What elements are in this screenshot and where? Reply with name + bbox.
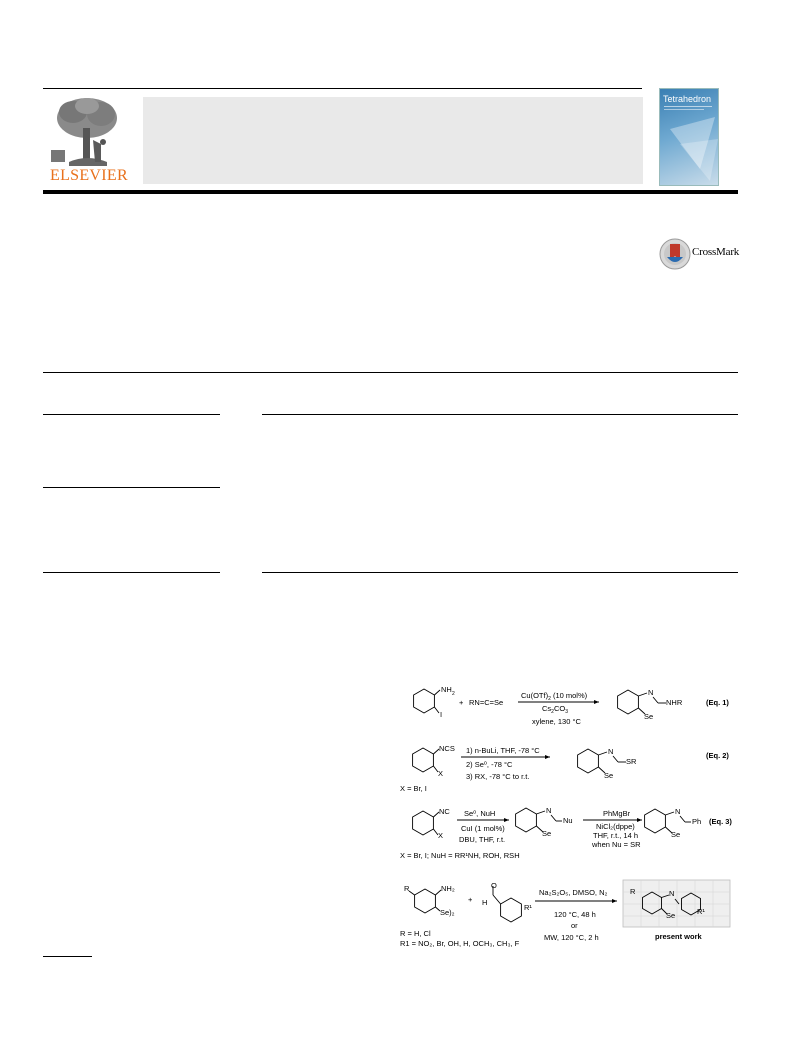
eq1-reagent: RN=C=Se	[469, 698, 504, 707]
eq4-aldehyde-structure	[493, 886, 521, 922]
eq4-plus: +	[468, 895, 473, 904]
eq3-cond-a1: Se⁰, NuH	[464, 809, 496, 818]
eq3-cond-b4: when Nu = SR	[592, 840, 641, 849]
eq3-product-se: Se	[671, 830, 681, 839]
eq1-reactant-i: I	[440, 710, 443, 719]
eq3-reactant-x: X	[438, 831, 444, 840]
eq4-product-n: N	[669, 889, 675, 898]
eq1-product-n: N	[648, 688, 654, 697]
eq2-cond-1: 1) n-BuLi, THF, -78 °C	[466, 746, 540, 755]
eq2-cond-2: 2) Se⁰, -78 °C	[466, 760, 513, 769]
eq1-product-structure	[618, 690, 666, 714]
eq2-product-n: N	[608, 747, 614, 756]
eq1-cond-bottom: xylene, 130 °C	[532, 717, 581, 726]
eq3-product-ph: Ph	[692, 817, 702, 826]
eq1-cond-top: $Cu(OTf)_2$ (10 mol%)	[521, 691, 588, 702]
journal-cover-title: Tetrahedron	[663, 94, 712, 104]
eq3-cond-b2: NiCl₂(dppe)	[596, 822, 635, 831]
eq4-cond-2: 120 °C, 48 h	[554, 910, 596, 919]
crossmark-button[interactable]	[659, 237, 739, 271]
eq3-product-n: N	[675, 807, 681, 816]
article-info-left-rule-2	[43, 572, 220, 573]
eq4-reactant-r: R	[404, 884, 410, 893]
eq4-product-r1: R¹	[697, 907, 705, 916]
eq3-reactant-nc: NC	[439, 807, 450, 816]
eq4-reaction	[400, 880, 730, 948]
article-info-left-rule-1	[43, 414, 220, 415]
article-info-top-rule	[43, 372, 738, 373]
eq1-reactant-nh: NH	[441, 685, 452, 694]
eq4-reactant-se: Se)₂	[440, 908, 455, 917]
eq3-cond-a3: DBU, THF, r.t.	[459, 835, 506, 844]
eq2-product-sr: SR	[626, 757, 637, 766]
eq2-reactant-x: X	[438, 769, 444, 778]
eq2-reactant-structure	[413, 748, 439, 772]
eq3-int-n: N	[546, 806, 552, 815]
crossmark-label: CrossMark	[692, 246, 740, 258]
eq3-cond-a2: CuI (1 mol%)	[461, 824, 505, 833]
eq2-label: (Eq. 2)	[706, 751, 729, 760]
eq3-cond-b1: PhMgBr	[603, 809, 631, 818]
eq4-note-2: R1 = NO₂, Br, OH, H, OCH₃, CH₃, F	[400, 939, 520, 948]
eq3-product-structure	[645, 809, 691, 833]
cover-graphic-icon	[660, 89, 718, 185]
journal-header-box	[143, 97, 643, 184]
eq2-product-structure	[578, 749, 626, 773]
eq2-note: X = Br, I	[400, 784, 427, 793]
eq1-cond-mid: $Cs_2CO_3$	[542, 704, 568, 715]
eq4-aldehyde-h: H	[482, 898, 488, 907]
eq1-reactant-structure	[414, 689, 440, 713]
abstract-bottom-rule	[262, 572, 738, 573]
eq3-int-se: Se	[542, 829, 552, 838]
eq1-product-nhr: NHR	[666, 698, 683, 707]
eq2-product-se: Se	[604, 771, 614, 780]
elsevier-wordmark: ELSEVIER	[50, 167, 128, 184]
eq1-plus: +	[459, 698, 464, 707]
eq4-note-1: R = H, Cl	[400, 929, 431, 938]
eq1-label: (Eq. 1)	[706, 698, 729, 707]
keywords-rule	[43, 487, 220, 488]
eq3-cond-b3: THF, r.t., 14 h	[593, 831, 639, 840]
reaction-scheme	[396, 674, 741, 959]
eq4-reactant-structure	[409, 889, 441, 913]
eq3-note: X = Br, I; NuH = RR¹NH, ROH, RSH	[400, 851, 520, 860]
eq3-reaction	[400, 806, 732, 860]
eq3-intermediate-structure	[516, 808, 562, 832]
eq4-present-work-label: present work	[655, 932, 702, 941]
eq4-reactant-nh2: NH₂	[441, 884, 455, 893]
abstract-top-rule	[262, 414, 738, 415]
footnote-rule	[43, 956, 92, 957]
journal-cover-image	[659, 88, 719, 186]
eq4-product-box	[623, 880, 730, 927]
eq4-product-r: R	[630, 887, 636, 896]
eq3-int-nu: Nu	[563, 816, 573, 825]
eq4-cond-1: Na₂S₂O₅, DMSO, N₂	[539, 888, 608, 897]
elsevier-logo	[43, 92, 135, 184]
eq4-aldehyde-o: O	[491, 881, 497, 890]
eq2-reaction	[400, 744, 729, 793]
eq1-product-se: Se	[644, 712, 654, 721]
eq2-reactant-ncs: NCS	[439, 744, 455, 753]
header-top-rule	[43, 88, 642, 89]
eq1-reaction	[414, 685, 730, 726]
eq4-product-se: Se	[666, 911, 676, 920]
eq3-reactant-structure	[413, 811, 439, 835]
eq4-aldehyde-r1: R¹	[524, 903, 532, 912]
eq4-cond-4: MW, 120 °C, 2 h	[544, 933, 599, 942]
header-bottom-rule	[43, 190, 738, 194]
eq1-reactant-nh-sub: 2	[452, 691, 455, 697]
crossmark-icon	[659, 237, 691, 271]
eq2-cond-3: 3) RX, -78 °C to r.t.	[466, 772, 530, 781]
eq3-label: (Eq. 3)	[709, 817, 732, 826]
eq4-cond-3: or	[571, 921, 578, 930]
